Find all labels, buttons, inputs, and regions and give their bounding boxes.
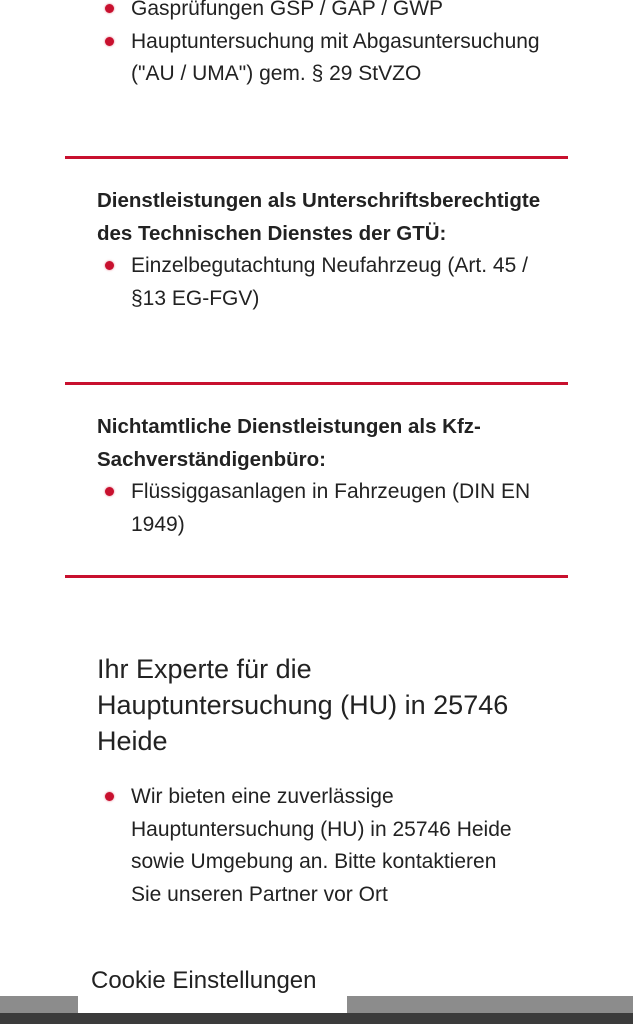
list-item [97,250,557,315]
divider [65,575,568,578]
services-list [97,0,557,91]
list-item-text: Einzelbegutachtung Neufahrzeug (Art. 45 / §13 EG-FGV) [131,254,528,310]
cookie-settings-button[interactable] [78,958,347,1013]
divider [65,156,568,159]
divider [65,382,568,385]
list-item [97,476,557,541]
list-item [97,781,527,911]
non-official-services-block [97,411,557,541]
bullet-icon [105,487,114,496]
bullet-icon [105,261,114,270]
section-title: Ihr Experte für die Hauptuntersuchung (HU) in 25746 Heide [97,654,509,756]
technical-service-block [97,185,557,315]
bullet-icon [105,792,114,801]
block-heading: Dienstleistungen als Unterschriftsberechtigte des Technischen Dienstes der GTÜ: [97,189,541,245]
list-item [97,0,557,26]
list-item-text: Wir bieten eine zuverlässige Hauptuntersuchung (HU) in 25746 Heide sowie Umgebung an. Bitte kontaktieren Sie unseren Partner vor Ort [131,785,512,906]
section-list [97,781,527,911]
list-item [97,26,557,91]
block-heading: Nichtamtliche Dienstleistungen als Kfz-Sachverständigenbüro: [97,415,481,471]
bullet-icon [105,4,114,13]
bullet-icon [105,37,114,46]
cookie-bar-bottom [0,1013,633,1024]
block-list [97,250,557,315]
list-item-text: Flüssiggasanlagen in Fahrzeugen (DIN EN 1949) [131,480,531,536]
list-item-text: Gasprüfungen GSP / GAP / GWP [131,0,444,20]
cookie-settings-label: Cookie Einstellungen [91,967,317,994]
list-item-text: Hauptuntersuchung mit Abgasuntersuchung ("AU / UMA") gem. § 29 StVZO [131,29,540,85]
block-list [97,476,557,541]
